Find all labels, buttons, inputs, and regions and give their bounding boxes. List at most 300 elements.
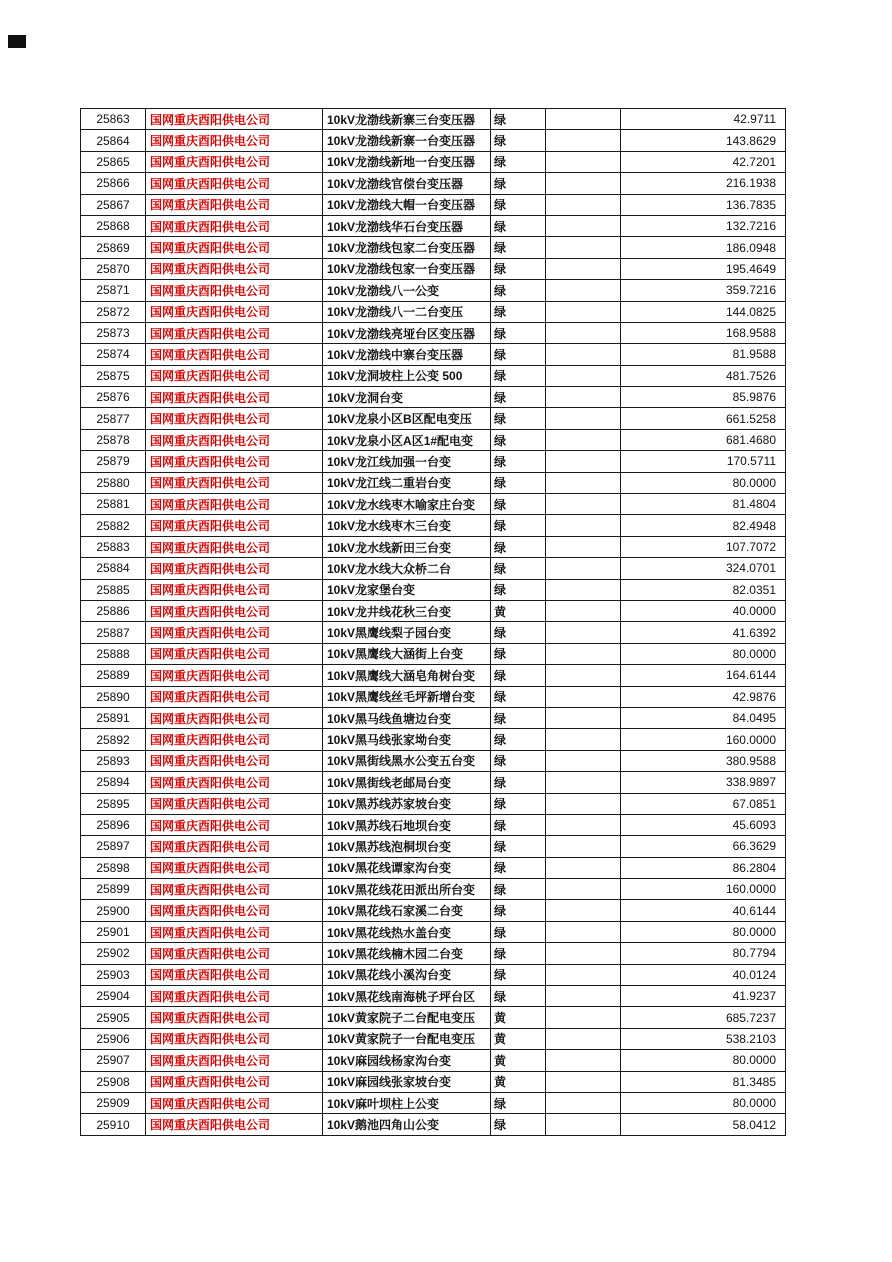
status-flag: 绿 bbox=[491, 515, 546, 536]
status-flag: 绿 bbox=[491, 258, 546, 279]
device-name: 10kV黑鹰线大涵街上台变 bbox=[323, 643, 491, 664]
company-name: 国网重庆酉阳供电公司 bbox=[146, 772, 323, 793]
status-flag: 绿 bbox=[491, 194, 546, 215]
blank-cell bbox=[546, 1071, 621, 1092]
company-name: 国网重庆酉阳供电公司 bbox=[146, 836, 323, 857]
device-name: 10kV龙水线枣木三台变 bbox=[323, 515, 491, 536]
value-cell: 82.4948 bbox=[621, 515, 786, 536]
value-cell: 195.4649 bbox=[621, 258, 786, 279]
company-name: 国网重庆酉阳供电公司 bbox=[146, 365, 323, 386]
row-id: 25875 bbox=[81, 365, 146, 386]
status-flag: 绿 bbox=[491, 793, 546, 814]
blank-cell bbox=[546, 130, 621, 151]
row-id: 25894 bbox=[81, 772, 146, 793]
blank-cell bbox=[546, 515, 621, 536]
device-name: 10kV龙渤线大帽一台变压器 bbox=[323, 194, 491, 215]
value-cell: 144.0825 bbox=[621, 301, 786, 322]
blank-cell bbox=[546, 408, 621, 429]
status-flag: 绿 bbox=[491, 921, 546, 942]
status-flag: 绿 bbox=[491, 301, 546, 322]
row-id: 25909 bbox=[81, 1092, 146, 1113]
company-name: 国网重庆酉阳供电公司 bbox=[146, 921, 323, 942]
device-name: 10kV龙水线新田三台变 bbox=[323, 536, 491, 557]
device-name: 10kV黑鹰线大涵皂角树台变 bbox=[323, 665, 491, 686]
company-name: 国网重庆酉阳供电公司 bbox=[146, 665, 323, 686]
row-id: 25876 bbox=[81, 387, 146, 408]
blank-cell bbox=[546, 215, 621, 236]
blank-cell bbox=[546, 900, 621, 921]
blank-cell bbox=[546, 729, 621, 750]
blank-cell bbox=[546, 879, 621, 900]
row-id: 25897 bbox=[81, 836, 146, 857]
table-row bbox=[81, 408, 786, 429]
device-name: 10kV鹅池四角山公变 bbox=[323, 1114, 491, 1135]
device-name: 10kV龙渤线新寨三台变压器 bbox=[323, 109, 491, 130]
status-flag: 绿 bbox=[491, 772, 546, 793]
blank-cell bbox=[546, 151, 621, 172]
status-flag: 绿 bbox=[491, 344, 546, 365]
table-row bbox=[81, 344, 786, 365]
status-flag: 绿 bbox=[491, 879, 546, 900]
blank-cell bbox=[546, 322, 621, 343]
value-cell: 82.0351 bbox=[621, 579, 786, 600]
company-name: 国网重庆酉阳供电公司 bbox=[146, 1071, 323, 1092]
value-cell: 359.7216 bbox=[621, 280, 786, 301]
status-flag: 绿 bbox=[491, 729, 546, 750]
row-id: 25863 bbox=[81, 109, 146, 130]
blank-cell bbox=[546, 665, 621, 686]
blank-cell bbox=[546, 472, 621, 493]
value-cell: 170.5711 bbox=[621, 451, 786, 472]
device-name: 10kV龙井线花秋三台变 bbox=[323, 600, 491, 621]
value-cell: 42.9876 bbox=[621, 686, 786, 707]
company-name: 国网重庆酉阳供电公司 bbox=[146, 1050, 323, 1071]
device-name: 10kV龙渤线亮垭台区变压器 bbox=[323, 322, 491, 343]
device-name: 10kV龙渤线华石台变压器 bbox=[323, 215, 491, 236]
row-id: 25904 bbox=[81, 986, 146, 1007]
company-name: 国网重庆酉阳供电公司 bbox=[146, 1007, 323, 1028]
row-id: 25900 bbox=[81, 900, 146, 921]
row-id: 25881 bbox=[81, 494, 146, 515]
status-flag: 绿 bbox=[491, 750, 546, 771]
value-cell: 66.3629 bbox=[621, 836, 786, 857]
table-row bbox=[81, 943, 786, 964]
row-id: 25878 bbox=[81, 429, 146, 450]
status-flag: 绿 bbox=[491, 836, 546, 857]
company-name: 国网重庆酉阳供电公司 bbox=[146, 237, 323, 258]
company-name: 国网重庆酉阳供电公司 bbox=[146, 515, 323, 536]
status-flag: 黄 bbox=[491, 1007, 546, 1028]
company-name: 国网重庆酉阳供电公司 bbox=[146, 215, 323, 236]
company-name: 国网重庆酉阳供电公司 bbox=[146, 707, 323, 728]
blank-cell bbox=[546, 194, 621, 215]
blank-cell bbox=[546, 857, 621, 878]
row-id: 25867 bbox=[81, 194, 146, 215]
status-flag: 绿 bbox=[491, 387, 546, 408]
table-row bbox=[81, 793, 786, 814]
blank-cell bbox=[546, 258, 621, 279]
table-row bbox=[81, 322, 786, 343]
table-row bbox=[81, 857, 786, 878]
device-name: 10kV龙洞台变 bbox=[323, 387, 491, 408]
company-name: 国网重庆酉阳供电公司 bbox=[146, 408, 323, 429]
device-name: 10kV黑花线花田派出所台变 bbox=[323, 879, 491, 900]
company-name: 国网重庆酉阳供电公司 bbox=[146, 729, 323, 750]
status-flag: 黄 bbox=[491, 600, 546, 621]
status-flag: 绿 bbox=[491, 322, 546, 343]
row-id: 25880 bbox=[81, 472, 146, 493]
company-name: 国网重庆酉阳供电公司 bbox=[146, 151, 323, 172]
value-cell: 80.7794 bbox=[621, 943, 786, 964]
table-row bbox=[81, 879, 786, 900]
status-flag: 绿 bbox=[491, 986, 546, 1007]
company-name: 国网重庆酉阳供电公司 bbox=[146, 750, 323, 771]
value-cell: 86.2804 bbox=[621, 857, 786, 878]
company-name: 国网重庆酉阳供电公司 bbox=[146, 1114, 323, 1135]
value-cell: 80.0000 bbox=[621, 1050, 786, 1071]
table-row bbox=[81, 921, 786, 942]
table-row bbox=[81, 472, 786, 493]
value-cell: 40.6144 bbox=[621, 900, 786, 921]
row-id: 25892 bbox=[81, 729, 146, 750]
value-cell: 41.6392 bbox=[621, 622, 786, 643]
row-id: 25903 bbox=[81, 964, 146, 985]
device-name: 10kV麻园线张家坡台变 bbox=[323, 1071, 491, 1092]
company-name: 国网重庆酉阳供电公司 bbox=[146, 622, 323, 643]
status-flag: 绿 bbox=[491, 579, 546, 600]
device-name: 10kV黑花线石家溪二台变 bbox=[323, 900, 491, 921]
table-row bbox=[81, 429, 786, 450]
row-id: 25902 bbox=[81, 943, 146, 964]
device-name: 10kV黑花线谭家沟台变 bbox=[323, 857, 491, 878]
status-flag: 绿 bbox=[491, 857, 546, 878]
power-company-table bbox=[80, 108, 786, 1136]
company-name: 国网重庆酉阳供电公司 bbox=[146, 643, 323, 664]
blank-cell bbox=[546, 451, 621, 472]
company-name: 国网重庆酉阳供电公司 bbox=[146, 173, 323, 194]
value-cell: 168.9588 bbox=[621, 322, 786, 343]
table-row bbox=[81, 600, 786, 621]
blank-cell bbox=[546, 1028, 621, 1049]
value-cell: 45.6093 bbox=[621, 814, 786, 835]
table-row bbox=[81, 814, 786, 835]
row-id: 25910 bbox=[81, 1114, 146, 1135]
table-row bbox=[81, 707, 786, 728]
company-name: 国网重庆酉阳供电公司 bbox=[146, 793, 323, 814]
value-cell: 186.0948 bbox=[621, 237, 786, 258]
row-id: 25886 bbox=[81, 600, 146, 621]
table-row bbox=[81, 365, 786, 386]
status-flag: 绿 bbox=[491, 215, 546, 236]
row-id: 25893 bbox=[81, 750, 146, 771]
value-cell: 80.0000 bbox=[621, 643, 786, 664]
company-name: 国网重庆酉阳供电公司 bbox=[146, 130, 323, 151]
table-row bbox=[81, 515, 786, 536]
row-id: 25866 bbox=[81, 173, 146, 194]
row-id: 25887 bbox=[81, 622, 146, 643]
table-row bbox=[81, 643, 786, 664]
company-name: 国网重庆酉阳供电公司 bbox=[146, 857, 323, 878]
blank-cell bbox=[546, 387, 621, 408]
device-name: 10kV龙渤线新地一台变压器 bbox=[323, 151, 491, 172]
value-cell: 160.0000 bbox=[621, 879, 786, 900]
device-name: 10kV龙渤线官偿台变压器 bbox=[323, 173, 491, 194]
device-name: 10kV黄家院子二台配电变压 bbox=[323, 1007, 491, 1028]
status-flag: 绿 bbox=[491, 451, 546, 472]
status-flag: 绿 bbox=[491, 1114, 546, 1135]
blank-cell bbox=[546, 964, 621, 985]
status-flag: 绿 bbox=[491, 643, 546, 664]
device-name: 10kV龙水线大众桥二台 bbox=[323, 558, 491, 579]
value-cell: 164.6144 bbox=[621, 665, 786, 686]
value-cell: 80.0000 bbox=[621, 1092, 786, 1113]
value-cell: 40.0124 bbox=[621, 964, 786, 985]
device-name: 10kV黑马线鱼塘边台变 bbox=[323, 707, 491, 728]
blank-cell bbox=[546, 772, 621, 793]
blank-cell bbox=[546, 1114, 621, 1135]
value-cell: 58.0412 bbox=[621, 1114, 786, 1135]
device-name: 10kV黑街线老邮局台变 bbox=[323, 772, 491, 793]
table-row bbox=[81, 686, 786, 707]
status-flag: 绿 bbox=[491, 814, 546, 835]
value-cell: 661.5258 bbox=[621, 408, 786, 429]
value-cell: 143.8629 bbox=[621, 130, 786, 151]
status-flag: 绿 bbox=[491, 686, 546, 707]
value-cell: 216.1938 bbox=[621, 173, 786, 194]
table-row bbox=[81, 1071, 786, 1092]
row-id: 25905 bbox=[81, 1007, 146, 1028]
company-name: 国网重庆酉阳供电公司 bbox=[146, 943, 323, 964]
row-id: 25898 bbox=[81, 857, 146, 878]
value-cell: 67.0851 bbox=[621, 793, 786, 814]
table-body bbox=[81, 109, 786, 1136]
company-name: 国网重庆酉阳供电公司 bbox=[146, 1092, 323, 1113]
table-row bbox=[81, 1007, 786, 1028]
row-id: 25879 bbox=[81, 451, 146, 472]
device-name: 10kV黄家院子一台配电变压 bbox=[323, 1028, 491, 1049]
status-flag: 绿 bbox=[491, 964, 546, 985]
value-cell: 84.0495 bbox=[621, 707, 786, 728]
table-row bbox=[81, 151, 786, 172]
device-name: 10kV龙家堡台变 bbox=[323, 579, 491, 600]
device-name: 10kV麻叶坝柱上公变 bbox=[323, 1092, 491, 1113]
row-id: 25877 bbox=[81, 408, 146, 429]
status-flag: 绿 bbox=[491, 109, 546, 130]
row-id: 25872 bbox=[81, 301, 146, 322]
table-row bbox=[81, 579, 786, 600]
blank-cell bbox=[546, 921, 621, 942]
value-cell: 107.7072 bbox=[621, 536, 786, 557]
device-name: 10kV黑花线小溪沟台变 bbox=[323, 964, 491, 985]
value-cell: 681.4680 bbox=[621, 429, 786, 450]
value-cell: 81.4804 bbox=[621, 494, 786, 515]
blank-cell bbox=[546, 301, 621, 322]
table-row bbox=[81, 194, 786, 215]
table-row bbox=[81, 900, 786, 921]
status-flag: 黄 bbox=[491, 1028, 546, 1049]
company-name: 国网重庆酉阳供电公司 bbox=[146, 986, 323, 1007]
blank-cell bbox=[546, 280, 621, 301]
device-name: 10kV龙泉小区B区配电变压 bbox=[323, 408, 491, 429]
company-name: 国网重庆酉阳供电公司 bbox=[146, 280, 323, 301]
value-cell: 81.9588 bbox=[621, 344, 786, 365]
value-cell: 538.2103 bbox=[621, 1028, 786, 1049]
value-cell: 481.7526 bbox=[621, 365, 786, 386]
row-id: 25869 bbox=[81, 237, 146, 258]
blank-cell bbox=[546, 836, 621, 857]
row-id: 25890 bbox=[81, 686, 146, 707]
table-row bbox=[81, 1050, 786, 1071]
status-flag: 绿 bbox=[491, 280, 546, 301]
table-row bbox=[81, 173, 786, 194]
blank-cell bbox=[546, 365, 621, 386]
blank-cell bbox=[546, 237, 621, 258]
table-row bbox=[81, 258, 786, 279]
table-row bbox=[81, 451, 786, 472]
blank-cell bbox=[546, 793, 621, 814]
row-id: 25874 bbox=[81, 344, 146, 365]
status-flag: 绿 bbox=[491, 900, 546, 921]
row-id: 25868 bbox=[81, 215, 146, 236]
table-row bbox=[81, 729, 786, 750]
blank-cell bbox=[546, 579, 621, 600]
blank-cell bbox=[546, 109, 621, 130]
company-name: 国网重庆酉阳供电公司 bbox=[146, 301, 323, 322]
company-name: 国网重庆酉阳供电公司 bbox=[146, 600, 323, 621]
device-name: 10kV黑鹰线梨子园台变 bbox=[323, 622, 491, 643]
blank-cell bbox=[546, 814, 621, 835]
device-name: 10kV龙江线二重岩台变 bbox=[323, 472, 491, 493]
status-flag: 绿 bbox=[491, 151, 546, 172]
company-name: 国网重庆酉阳供电公司 bbox=[146, 344, 323, 365]
company-name: 国网重庆酉阳供电公司 bbox=[146, 322, 323, 343]
table-row bbox=[81, 964, 786, 985]
company-name: 国网重庆酉阳供电公司 bbox=[146, 1028, 323, 1049]
company-name: 国网重庆酉阳供电公司 bbox=[146, 494, 323, 515]
blank-cell bbox=[546, 429, 621, 450]
value-cell: 81.3485 bbox=[621, 1071, 786, 1092]
status-flag: 绿 bbox=[491, 472, 546, 493]
blank-cell bbox=[546, 600, 621, 621]
blank-cell bbox=[546, 643, 621, 664]
status-flag: 绿 bbox=[491, 536, 546, 557]
company-name: 国网重庆酉阳供电公司 bbox=[146, 814, 323, 835]
device-name: 10kV黑苏线石地坝台变 bbox=[323, 814, 491, 835]
table-row bbox=[81, 301, 786, 322]
status-flag: 绿 bbox=[491, 408, 546, 429]
table-row bbox=[81, 622, 786, 643]
device-name: 10kV龙江线加强一台变 bbox=[323, 451, 491, 472]
value-cell: 42.7201 bbox=[621, 151, 786, 172]
device-name: 10kV黑鹰线丝毛坪新增台变 bbox=[323, 686, 491, 707]
value-cell: 132.7216 bbox=[621, 215, 786, 236]
blank-cell bbox=[546, 344, 621, 365]
status-flag: 绿 bbox=[491, 1092, 546, 1113]
blank-cell bbox=[546, 494, 621, 515]
company-name: 国网重庆酉阳供电公司 bbox=[146, 387, 323, 408]
company-name: 国网重庆酉阳供电公司 bbox=[146, 900, 323, 921]
device-name: 10kV龙水线枣木喻家庄台变 bbox=[323, 494, 491, 515]
company-name: 国网重庆酉阳供电公司 bbox=[146, 451, 323, 472]
row-id: 25888 bbox=[81, 643, 146, 664]
blank-cell bbox=[546, 750, 621, 771]
device-name: 10kV黑街线黑水公变五台变 bbox=[323, 750, 491, 771]
device-name: 10kV黑花线楠木园二台变 bbox=[323, 943, 491, 964]
blank-cell bbox=[546, 1050, 621, 1071]
status-flag: 绿 bbox=[491, 622, 546, 643]
value-cell: 40.0000 bbox=[621, 600, 786, 621]
status-flag: 绿 bbox=[491, 494, 546, 515]
table-row bbox=[81, 1092, 786, 1113]
status-flag: 绿 bbox=[491, 707, 546, 728]
blank-cell bbox=[546, 173, 621, 194]
row-id: 25901 bbox=[81, 921, 146, 942]
table-row bbox=[81, 387, 786, 408]
device-name: 10kV黑苏线泡桐坝台变 bbox=[323, 836, 491, 857]
row-id: 25865 bbox=[81, 151, 146, 172]
device-name: 10kV龙渤线中寨台变压器 bbox=[323, 344, 491, 365]
table-row bbox=[81, 237, 786, 258]
row-id: 25882 bbox=[81, 515, 146, 536]
company-name: 国网重庆酉阳供电公司 bbox=[146, 536, 323, 557]
row-id: 25883 bbox=[81, 536, 146, 557]
device-name: 10kV黑花线热水盖台变 bbox=[323, 921, 491, 942]
row-id: 25885 bbox=[81, 579, 146, 600]
company-name: 国网重庆酉阳供电公司 bbox=[146, 429, 323, 450]
company-name: 国网重庆酉阳供电公司 bbox=[146, 258, 323, 279]
row-id: 25871 bbox=[81, 280, 146, 301]
blank-cell bbox=[546, 1092, 621, 1113]
status-flag: 绿 bbox=[491, 173, 546, 194]
company-name: 国网重庆酉阳供电公司 bbox=[146, 964, 323, 985]
value-cell: 685.7237 bbox=[621, 1007, 786, 1028]
device-name: 10kV龙渤线包家一台变压器 bbox=[323, 258, 491, 279]
table-row bbox=[81, 1114, 786, 1135]
table-row bbox=[81, 836, 786, 857]
value-cell: 41.9237 bbox=[621, 986, 786, 1007]
row-id: 25864 bbox=[81, 130, 146, 151]
company-name: 国网重庆酉阳供电公司 bbox=[146, 879, 323, 900]
company-name: 国网重庆酉阳供电公司 bbox=[146, 686, 323, 707]
status-flag: 绿 bbox=[491, 237, 546, 258]
row-id: 25908 bbox=[81, 1071, 146, 1092]
blank-cell bbox=[546, 707, 621, 728]
device-name: 10kV黑花线南海桃子坪台区 bbox=[323, 986, 491, 1007]
row-id: 25906 bbox=[81, 1028, 146, 1049]
value-cell: 380.9588 bbox=[621, 750, 786, 771]
blank-cell bbox=[546, 986, 621, 1007]
row-id: 25889 bbox=[81, 665, 146, 686]
row-id: 25870 bbox=[81, 258, 146, 279]
status-flag: 绿 bbox=[491, 943, 546, 964]
device-name: 10kV龙渤线新寨一台变压器 bbox=[323, 130, 491, 151]
device-name: 10kV龙渤线八一公变 bbox=[323, 280, 491, 301]
device-name: 10kV黑马线张家坳台变 bbox=[323, 729, 491, 750]
status-flag: 黄 bbox=[491, 1071, 546, 1092]
blank-cell bbox=[546, 558, 621, 579]
status-flag: 绿 bbox=[491, 429, 546, 450]
row-id: 25895 bbox=[81, 793, 146, 814]
value-cell: 338.9897 bbox=[621, 772, 786, 793]
blank-cell bbox=[546, 686, 621, 707]
row-id: 25896 bbox=[81, 814, 146, 835]
blank-cell bbox=[546, 622, 621, 643]
blank-cell bbox=[546, 1007, 621, 1028]
device-name: 10kV黑苏线苏家坡台变 bbox=[323, 793, 491, 814]
row-id: 25891 bbox=[81, 707, 146, 728]
device-name: 10kV麻园线杨家沟台变 bbox=[323, 1050, 491, 1071]
table-row bbox=[81, 215, 786, 236]
